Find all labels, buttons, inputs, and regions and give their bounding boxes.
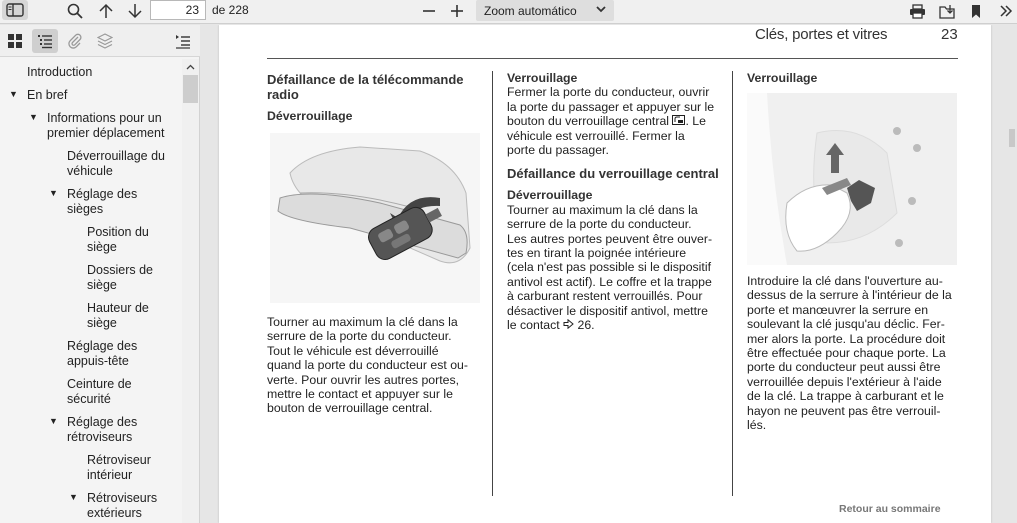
outline-item[interactable]: Introduction [27, 65, 93, 79]
column-3 [747, 71, 962, 85]
arrow-down-icon [127, 3, 143, 19]
text-line: soulevant la clé jusqu'au déclic. Fer- [747, 317, 945, 332]
text-line: tes en tirant la poignée intérieure [507, 246, 687, 261]
text-line [507, 114, 727, 128]
more-tools-button[interactable] [996, 0, 1016, 22]
arrow-up-icon [98, 3, 114, 19]
scroll-up-button[interactable] [182, 59, 199, 75]
chevron-up-icon [186, 64, 195, 70]
next-page-button[interactable] [124, 0, 146, 22]
save-icon [939, 4, 956, 19]
zoom-out-button[interactable] [418, 0, 440, 22]
text-line: serrure de la porte du conducteur. [267, 329, 452, 344]
viewer-scrollbar-thumb[interactable] [1009, 129, 1015, 147]
text-line: Introduire la clé dans l'ouverture au- [747, 274, 943, 288]
text-line: la porte du passager et appuyer sur le [507, 99, 715, 114]
outline-icon [37, 33, 53, 49]
outline-item[interactable]: En bref [27, 88, 68, 102]
expand-twisty-icon[interactable]: ▼ [29, 112, 38, 122]
minus-icon [422, 4, 436, 18]
text-line: à carburant restent verrouillés. Pour [507, 289, 703, 304]
page-count-label: de 228 [212, 3, 249, 17]
outline-item[interactable]: Informations pour un premier déplacement [47, 111, 165, 140]
text-span: 26. [577, 318, 595, 333]
tab-outline[interactable] [32, 29, 58, 53]
expand-twisty-icon[interactable]: ▼ [49, 188, 58, 198]
toolbar [0, 0, 1017, 24]
sidebar-icon [6, 3, 24, 17]
section-title: Verrouillage [747, 71, 818, 85]
text-line: mettre le contact et appuyer sur le [267, 387, 453, 402]
text-line: de la clé. La trappe à carburant et le [747, 389, 944, 404]
text-line: véhicule est verrouillé. Fermer la [507, 128, 685, 143]
outline-item[interactable]: Ceinture de sécurité [67, 377, 132, 406]
plus-icon [450, 4, 464, 18]
tab-attachments[interactable] [62, 29, 88, 53]
sidebar [0, 25, 200, 523]
text-span: . Le [685, 114, 706, 129]
text-line: Les autres portes peuvent être ouver- [507, 231, 713, 246]
column-divider [492, 71, 493, 496]
text-line: porte et manœuvrer la serrure en [747, 302, 929, 317]
key-unlock-illustration [270, 133, 480, 303]
text-line: être effectuée pour chaque porte. La [747, 346, 946, 361]
text-line [507, 318, 727, 332]
text-line: bouton de verrouillage central. [267, 401, 433, 416]
tab-layers[interactable] [92, 29, 118, 53]
text-line: Fermer la porte du conducteur, ouvrir [507, 85, 710, 100]
outline-item[interactable]: Dossiers de siège [87, 263, 153, 292]
text-line: serrure de la porte du conducteur. [507, 217, 692, 232]
text-span: le contact [507, 318, 560, 333]
print-icon [909, 4, 926, 19]
thumbnails-icon [7, 33, 23, 49]
back-to-contents-link[interactable]: Retour au sommaire [839, 503, 941, 515]
sidebar-scrollbar[interactable] [182, 59, 199, 523]
sidebar-tabs [0, 25, 200, 57]
column-divider [732, 71, 733, 496]
page-number-input[interactable] [150, 0, 206, 20]
column-3-body [747, 274, 962, 432]
current-outline-item-button[interactable] [170, 29, 196, 53]
document-viewer[interactable] [201, 25, 1017, 523]
text-line: désactiver le dispositif antivol, mettre [507, 303, 708, 318]
search-icon [67, 3, 83, 19]
text-line: hayon ne peuvent pas être verrouil- [747, 403, 941, 418]
current-outline-icon [175, 33, 191, 49]
text-line: verte. Pour ouvrir les autres portes, [267, 372, 460, 387]
page-reference-link[interactable] [563, 318, 595, 332]
outline-item[interactable]: Hauteur de siège [87, 301, 149, 330]
print-button[interactable] [906, 0, 928, 22]
layers-icon [97, 33, 113, 49]
chevron-down-icon [596, 4, 606, 14]
text-line: verrouillée depuis l'extérieur à l'aide [747, 374, 942, 389]
text-line: mer alors la porte. La procédure doit [747, 331, 946, 346]
more-icon [999, 4, 1013, 18]
outline-item[interactable]: Déverrouillage du véhicule [67, 149, 165, 178]
text-line: dessus de la serrure à l'intérieur de la [747, 288, 952, 303]
header-rule [267, 58, 958, 59]
section-subtitle: Déverrouillage [267, 109, 353, 123]
find-button[interactable] [64, 0, 86, 22]
column-1 [267, 72, 479, 123]
text-line: Tout le véhicule est déverrouillé [267, 343, 439, 358]
outline-item[interactable]: Réglage des sièges [67, 187, 138, 216]
door-lock-illustration [747, 93, 957, 265]
text-line: quand la porte du conducteur est ou- [267, 358, 468, 373]
zoom-select[interactable] [476, 0, 614, 21]
expand-twisty-icon[interactable]: ▼ [9, 89, 18, 99]
text-line: antivol est actif). Le coffre et la trappe [507, 274, 712, 289]
section-title: Verrouillage [507, 71, 578, 85]
outline-item[interactable]: Réglage des rétroviseurs [67, 415, 138, 444]
zoom-in-button[interactable] [446, 0, 468, 22]
running-head: Clés, portes et vitres [755, 26, 888, 43]
zoom-select-value: Zoom automático [484, 3, 577, 18]
save-button[interactable] [936, 0, 958, 22]
bookmark-icon [970, 4, 982, 19]
text-line: lés. [747, 418, 767, 433]
central-lock-icon [672, 115, 685, 125]
page-number: 23 [941, 26, 958, 43]
outline-item[interactable]: Rétroviseur intérieur [87, 453, 151, 482]
expand-twisty-icon[interactable]: ▼ [69, 492, 78, 502]
text-line: (cela n'est pas possible si le dispositif [507, 260, 711, 275]
text-span: bouton du verrouillage central [507, 114, 670, 129]
text-line: porte du conducteur peut aussi être [747, 360, 941, 375]
tab-thumbnails[interactable] [2, 29, 28, 53]
sidebar-toggle-button[interactable] [2, 0, 28, 20]
viewer-scrollbar[interactable] [1007, 25, 1017, 523]
outline-item[interactable]: Réglage des appuis-tête [67, 339, 138, 368]
attachments-icon [67, 33, 83, 49]
column-1-body [267, 315, 479, 416]
outline-item[interactable]: Rétroviseurs extérieurs [87, 491, 158, 520]
column-2 [507, 71, 727, 333]
text-line: Tourner au maximum la clé dans la [507, 202, 698, 217]
previous-page-button[interactable] [95, 0, 117, 22]
outline-tree [0, 59, 182, 523]
outline-item[interactable]: Position du siège [87, 225, 149, 254]
section-title: Défaillance du verrouillage central [507, 166, 719, 182]
document-page [219, 25, 991, 523]
expand-twisty-icon[interactable]: ▼ [49, 416, 58, 426]
text-line: porte du passager. [507, 143, 609, 158]
bookmark-button[interactable] [966, 0, 986, 22]
text-line: Tourner au maximum la clé dans la [267, 315, 458, 329]
section-title: Défaillance de la télécommande radio [267, 72, 464, 102]
reference-arrow-icon [563, 319, 574, 329]
section-subtitle: Déverrouillage [507, 188, 593, 203]
scrollbar-thumb[interactable] [183, 75, 198, 103]
